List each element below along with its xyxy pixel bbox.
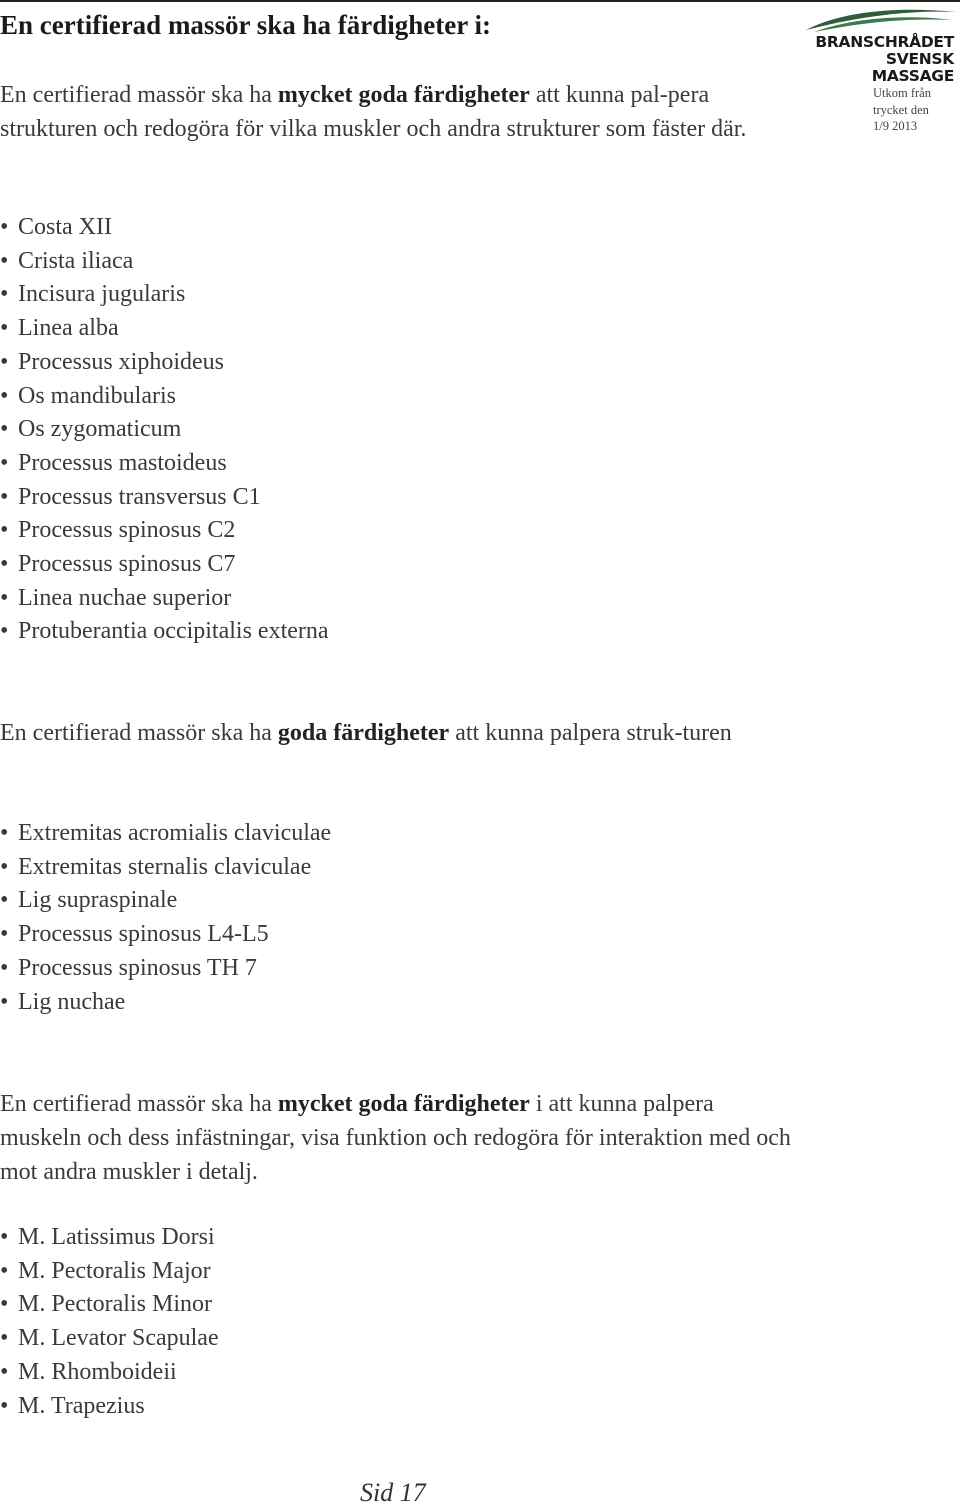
section2-list <box>0 817 331 1019</box>
section1-intro <box>0 78 800 146</box>
issued-line-2: trycket den <box>873 102 929 117</box>
list-item: • Linea alba <box>0 312 329 346</box>
list-item: • Extremitas acromialis claviculae <box>0 817 331 851</box>
list-item: • Protuberantia occipitalis externa <box>0 615 329 649</box>
list-item: • Os zygomaticum <box>0 413 329 447</box>
page-number: Sid 17 <box>360 1478 426 1507</box>
section1-intro-pre: En certifierad massör ska ha <box>0 82 278 108</box>
logo-line-2: SVENSK MASSAGE <box>871 50 954 85</box>
section3-intro-bold: mycket goda färdigheter <box>277 1091 530 1117</box>
top-rule <box>0 0 960 2</box>
section2-intro-post: att kunna palpera struk-turen <box>449 720 732 746</box>
list-item: • Incisura jugularis <box>0 278 329 312</box>
list-item: • M. Levator Scapulae <box>0 1322 219 1356</box>
section3-intro-post: i att kunna palpera muskeln och dess infästningar, visa funktion och redogöra för interaktion med och mot andra muskler i detalj. <box>0 1091 791 1185</box>
list-item: • M. Rhomboideii <box>0 1356 219 1390</box>
branschradet-logo <box>800 4 960 85</box>
list-item: • M. Trapezius <box>0 1390 219 1424</box>
list-item: • Processus spinosus TH 7 <box>0 952 331 986</box>
list-item: • Costa XII <box>0 211 329 245</box>
list-item: • Processus spinosus C7 <box>0 548 329 582</box>
list-item: • Lig nuchae <box>0 986 331 1020</box>
issued-note <box>873 85 931 135</box>
section3-list <box>0 1221 219 1423</box>
list-item: • M. Latissimus Dorsi <box>0 1221 219 1255</box>
list-item: • Extremitas sternalis claviculae <box>0 851 331 885</box>
section1-intro-bold: mycket goda färdigheter <box>277 82 530 108</box>
issued-line-3: 1/9 2013 <box>873 119 918 133</box>
list-item: • Linea nuchae superior <box>0 582 329 616</box>
list-item: • Processus transversus C1 <box>0 481 329 515</box>
list-item: • Processus mastoideus <box>0 447 329 481</box>
section3-intro-pre: En certifierad massör ska ha <box>0 1091 278 1117</box>
list-item: • Lig supraspinale <box>0 884 331 918</box>
section2-intro <box>0 716 790 750</box>
list-item: • Os mandibularis <box>0 380 329 414</box>
section3-intro <box>0 1087 800 1189</box>
issued-line-1: Utkom från <box>873 86 931 100</box>
list-item: • M. Pectoralis Major <box>0 1255 219 1289</box>
list-item: • Processus spinosus L4-L5 <box>0 918 331 952</box>
logo-line-1: BRANSCHRÅDET <box>815 33 954 51</box>
swoosh-icon <box>800 4 960 34</box>
list-item: • Processus spinosus C2 <box>0 514 329 548</box>
section1-list <box>0 211 329 649</box>
list-item: • Processus xiphoideus <box>0 346 329 380</box>
page-heading: En certifierad massör ska ha färdigheter i: <box>0 10 491 40</box>
list-item: • Crista iliaca <box>0 245 329 279</box>
list-item: • M. Pectoralis Minor <box>0 1288 219 1322</box>
section1-intro-post: att kunna pal-pera strukturen och redogöra för vilka muskler och andra strukturer som fäster där. <box>0 82 747 142</box>
section2-intro-bold: goda färdigheter <box>277 720 450 746</box>
section2-intro-pre: En certifierad massör ska ha <box>0 720 278 746</box>
